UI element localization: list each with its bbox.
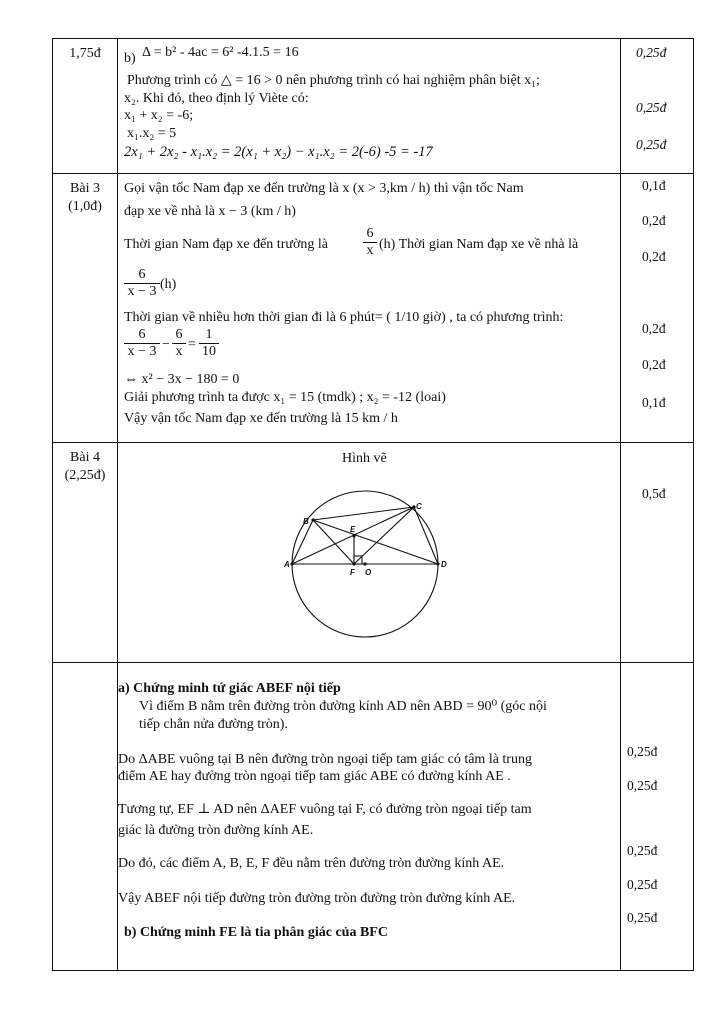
geometry-figure [280, 485, 460, 660]
row1-points-3: 0,25đ [636, 137, 667, 152]
label-F: F [350, 568, 355, 577]
frac-numerator: 6 [124, 267, 160, 284]
figure-title: Hình vẽ [342, 451, 387, 466]
part-a-line1: Vì điểm B nằm trên đường tròn đường kính AD nên ABD = 90⁰ (góc nội [139, 699, 547, 714]
row2-line8: Giải phương trình ta được x₁ = 15 (tmdk) ; x₂ = -12 (loai) [124, 390, 446, 405]
point-C [412, 505, 415, 508]
row1-line4: x₁ + x₂ = -6; [124, 108, 194, 123]
row1-line3: x₂. Khi đó, theo định lý Viète có: [124, 91, 309, 106]
row4-points-5: 0,25đ [627, 910, 658, 925]
frac-numerator: 1 [199, 327, 219, 344]
row2-label-1: Bài 3 [70, 181, 100, 196]
row2-line2: đạp xe về nhà là x − 3 (km / h) [124, 204, 296, 219]
row3-label-2: (2,25đ) [64, 468, 106, 483]
row3-label-1: Bài 4 [70, 450, 100, 465]
frac-denominator: 10 [202, 344, 216, 359]
column-divider-2 [620, 38, 621, 971]
table-border-top [52, 38, 694, 39]
point-E [352, 534, 355, 537]
row2-line7: ⇔ x² − 3x − 180 = 0 [124, 372, 240, 387]
frac-numerator: 6 [124, 327, 160, 344]
row2-eq-fraction-3 [199, 327, 219, 360]
part-a-p3-line1: Do đó, các điểm A, B, E, F đều nằm trên đường tròn đường kính AE. [118, 856, 505, 871]
frac-denominator: x [175, 344, 183, 359]
frac-denominator: x − 3 [127, 284, 157, 299]
row2-eq-equals: = [188, 337, 196, 352]
label-B: B [303, 517, 309, 526]
row2-points-2: 0,2đ [642, 213, 666, 228]
part-a-p1-line1: Do ΔABE vuông tại B nên đường tròn ngoại tiếp tam giác có tâm là trung [118, 752, 532, 767]
point-O [363, 562, 366, 565]
label-D: D [441, 560, 447, 569]
row-divider-1 [52, 173, 694, 174]
row4-points-1: 0,25đ [627, 744, 658, 759]
row2-eq-fraction-2 [172, 327, 186, 360]
row2-line3a: Thời gian Nam đạp xe đến trường là [124, 237, 328, 252]
label-O: O [365, 568, 372, 577]
row1-b-prefix: b) [124, 51, 136, 66]
frac-denominator: x [366, 243, 374, 258]
segment-BD [313, 520, 438, 564]
segment-BF [313, 520, 354, 564]
table-border-bottom [52, 970, 694, 971]
row2-fraction-6-over-x-minus-3 [124, 267, 160, 300]
row2-line5: Thời gian về nhiều hơn thời gian đi là 6 phút= ( 1/10 giờ) , ta có phương trình: [124, 310, 564, 325]
row4-points-3: 0,25đ [627, 843, 658, 858]
label-A: A [284, 560, 290, 569]
row3-points-1: 0,5đ [642, 486, 666, 501]
row2-points-5: 0,2đ [642, 357, 666, 372]
row2-line9: Vậy vận tốc Nam đạp xe đến trường là 15 km / h [124, 411, 398, 426]
part-a-p1-line2: điểm AE hay đường tròn ngoại tiếp tam giác ABE có đường kính AE . [118, 769, 511, 784]
row2-points-6: 0,1đ [642, 395, 666, 410]
row2-fraction-6-over-x [363, 226, 377, 259]
part-a-heading: a) Chứng minh tứ giác ABEF nội tiếp [118, 681, 341, 696]
row2-eq-fraction-1 [124, 327, 160, 360]
row-divider-3 [52, 662, 694, 663]
part-a-p2-line2: giác là đường tròn đường kính AE. [118, 823, 314, 838]
row1-line2: Phương trình có △ = 16 > 0 nên phương trình có hai nghiệm phân biệt x₁; [127, 73, 540, 88]
table-border-right [693, 38, 694, 971]
row2-points-3: 0,2đ [642, 249, 666, 264]
row1-points-2: 0,25đ [636, 100, 667, 115]
row1-delta-line: Δ = b² - 4ac = 6² -4.1.5 = 16 [142, 45, 299, 60]
row1-line6: 2x₁ + 2x₂ - x₁.x₂ = 2(x₁ + x₂) − x₁.x₂ = 2(-6) -5 = -17 [124, 144, 433, 160]
row4-points-4: 0,25đ [627, 877, 658, 892]
row2-eq-minus: − [162, 337, 170, 352]
row2-line1: Gọi vận tốc Nam đạp xe đến trường là x (x > 3,km / h) thì vận tốc Nam [124, 181, 524, 196]
row2-line4-unit: (h) [160, 277, 177, 292]
frac-denominator: x − 3 [127, 344, 157, 359]
point-F [352, 562, 355, 565]
point-D [436, 562, 439, 565]
part-a-p2-line1: Tương tự, EF ⊥ AD nên ΔAEF vuông tại F, có đường tròn ngoại tiếp tam [118, 802, 532, 817]
frac-numerator: 6 [363, 226, 377, 243]
row2-points-1: 0,1đ [642, 178, 666, 193]
row4-points-2: 0,25đ [627, 778, 658, 793]
segment-CF [354, 507, 414, 564]
row1-line5: x₁.x₂ = 5 [127, 126, 177, 141]
part-a-line2: tiếp chắn nửa đường tròn). [139, 717, 288, 732]
label-E: E [350, 525, 356, 534]
row1-score-label: 1,75đ [69, 46, 101, 61]
point-A [290, 562, 293, 565]
row2-line3b: (h) Thời gian Nam đạp xe về nhà là [379, 237, 579, 252]
segment-CD [414, 507, 438, 564]
row1-points-1: 0,25đ [636, 45, 667, 60]
frac-numerator: 6 [172, 327, 186, 344]
part-b-heading: b) Chứng minh FE là tia phân giác của BFC [124, 925, 388, 940]
point-B [311, 518, 314, 521]
row-divider-2 [52, 442, 694, 443]
table-border-left [52, 38, 53, 971]
label-C: C [416, 502, 422, 511]
part-a-p4-line1: Vậy ABEF nội tiếp đường tròn đường tròn đường tròn đường kính AE. [118, 891, 516, 906]
row2-points-4: 0,2đ [642, 321, 666, 336]
row2-label-2: (1,0đ) [68, 199, 102, 214]
